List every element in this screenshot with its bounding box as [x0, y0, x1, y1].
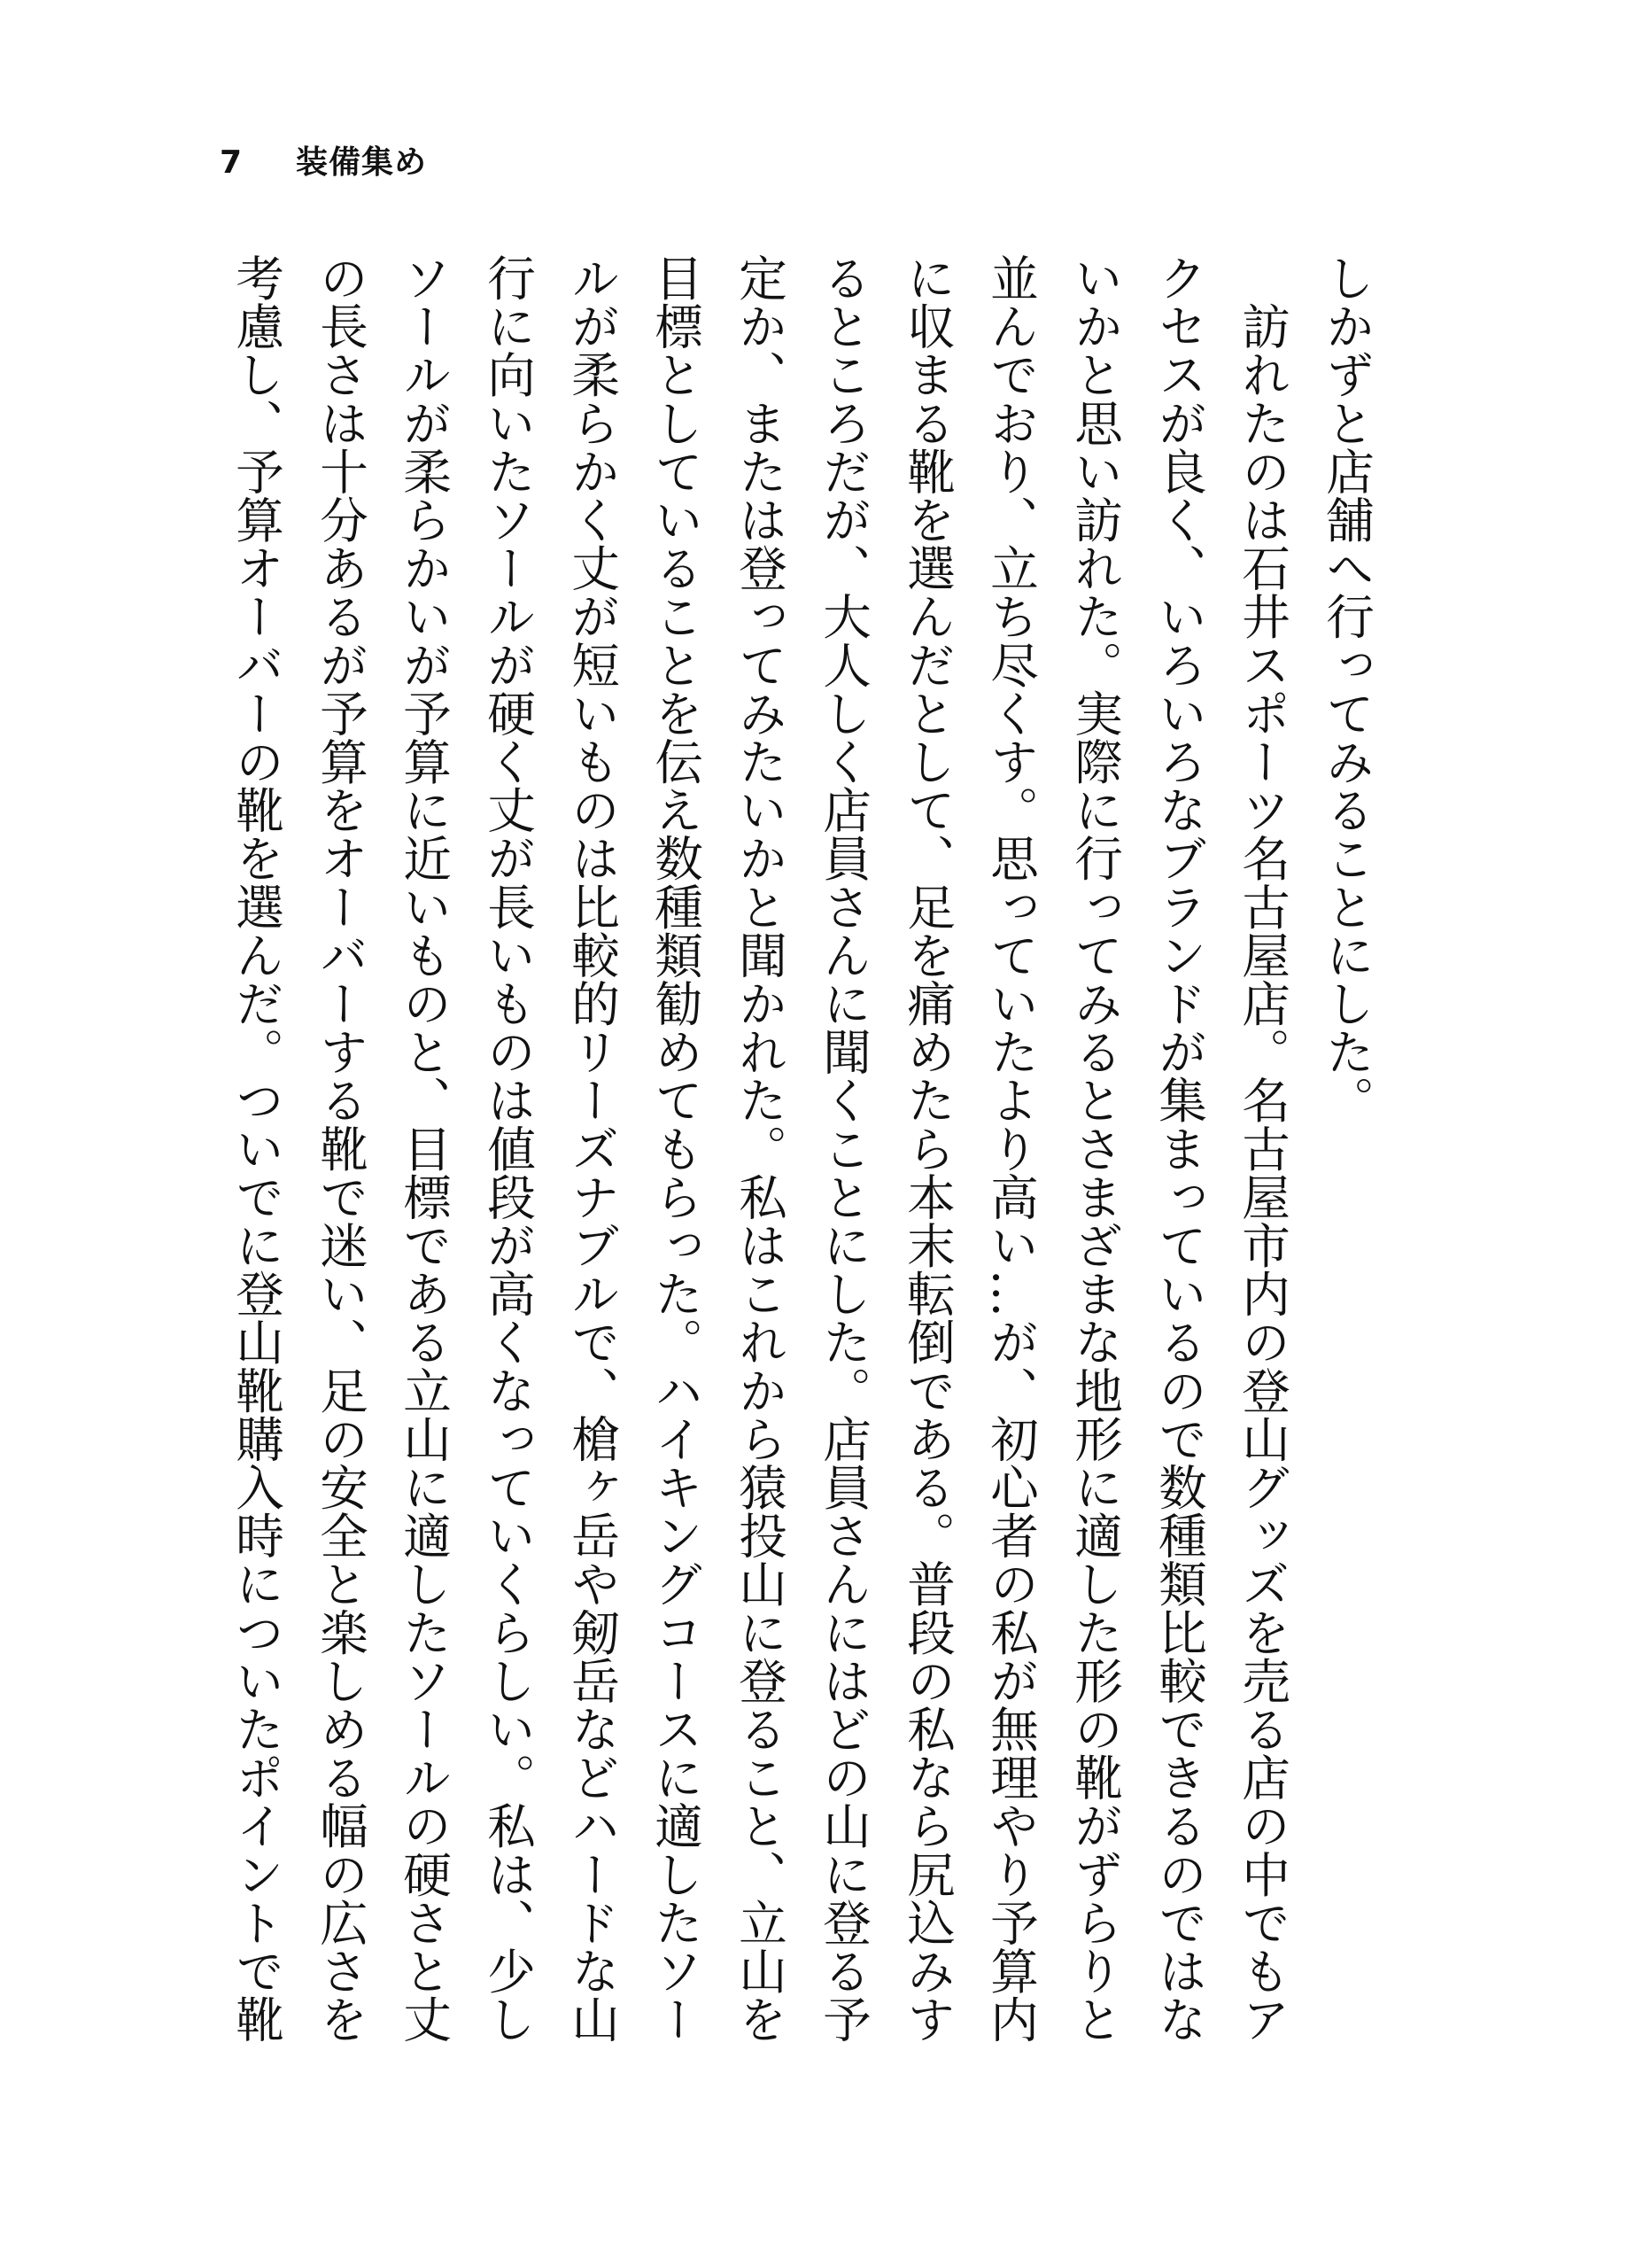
text-column-13: の長さは十分あるが予算をオーバーする靴で迷い、足の安全と楽しめる幅の広さを [312, 253, 368, 2044]
text-column-5: 並んでおり、立ち尽くす。思っていたより高い…が、初心者の私が無理やり予算内 [982, 253, 1039, 2044]
chapter-title: 装備集め [296, 144, 428, 181]
text-column-4: いかと思い訪れた。実際に行ってみるとさまざまな地形に適した形の靴がずらりと [1066, 253, 1123, 2044]
text-column-9: 目標としていることを伝え数種類勧めてもらった。ハイキングコースに適したソー [647, 253, 703, 2044]
text-column-1: しかずと店舗へ行ってみることにした。 [1318, 253, 1375, 1124]
text-column-8: 定か、または登ってみたいかと聞かれた。私はこれから猿投山に登ること、立山を [731, 253, 787, 2044]
text-column-10: ルが柔らかく丈が短いものは比較的リーズナブルで、槍ヶ岳や剱岳などハードな山 [563, 253, 620, 2044]
text-column-11: 行に向いたソールが硬く丈が長いものは値段が高くなっていくらしい。私は、少し [479, 253, 536, 2044]
text-column-14: 考慮し、予算オーバーの靴を選んだ。ついでに登山靴購入時についたポイントで靴 [228, 253, 284, 2044]
text-column-3: クセスが良く、いろいろなブランドが集まっているので数種類比較できるのではな [1151, 253, 1207, 2044]
text-column-7: るところだが、大人しく店員さんに聞くことにした。店員さんにはどの山に登る予 [815, 253, 872, 2044]
text-column-2: 訪れたのは石井スポーツ名古屋店。名古屋市内の登山グッズを売る店の中でもア [1234, 253, 1290, 2044]
chapter-number: 7 [220, 144, 243, 181]
text-column-12: ソールが柔らかいが予算に近いものと、目標である立山に適したソールの硬さと丈 [395, 253, 452, 2044]
text-column-6: に収まる靴を選んだとして、足を痛めたら本末転倒である。普段の私なら尻込みす [899, 253, 956, 2044]
